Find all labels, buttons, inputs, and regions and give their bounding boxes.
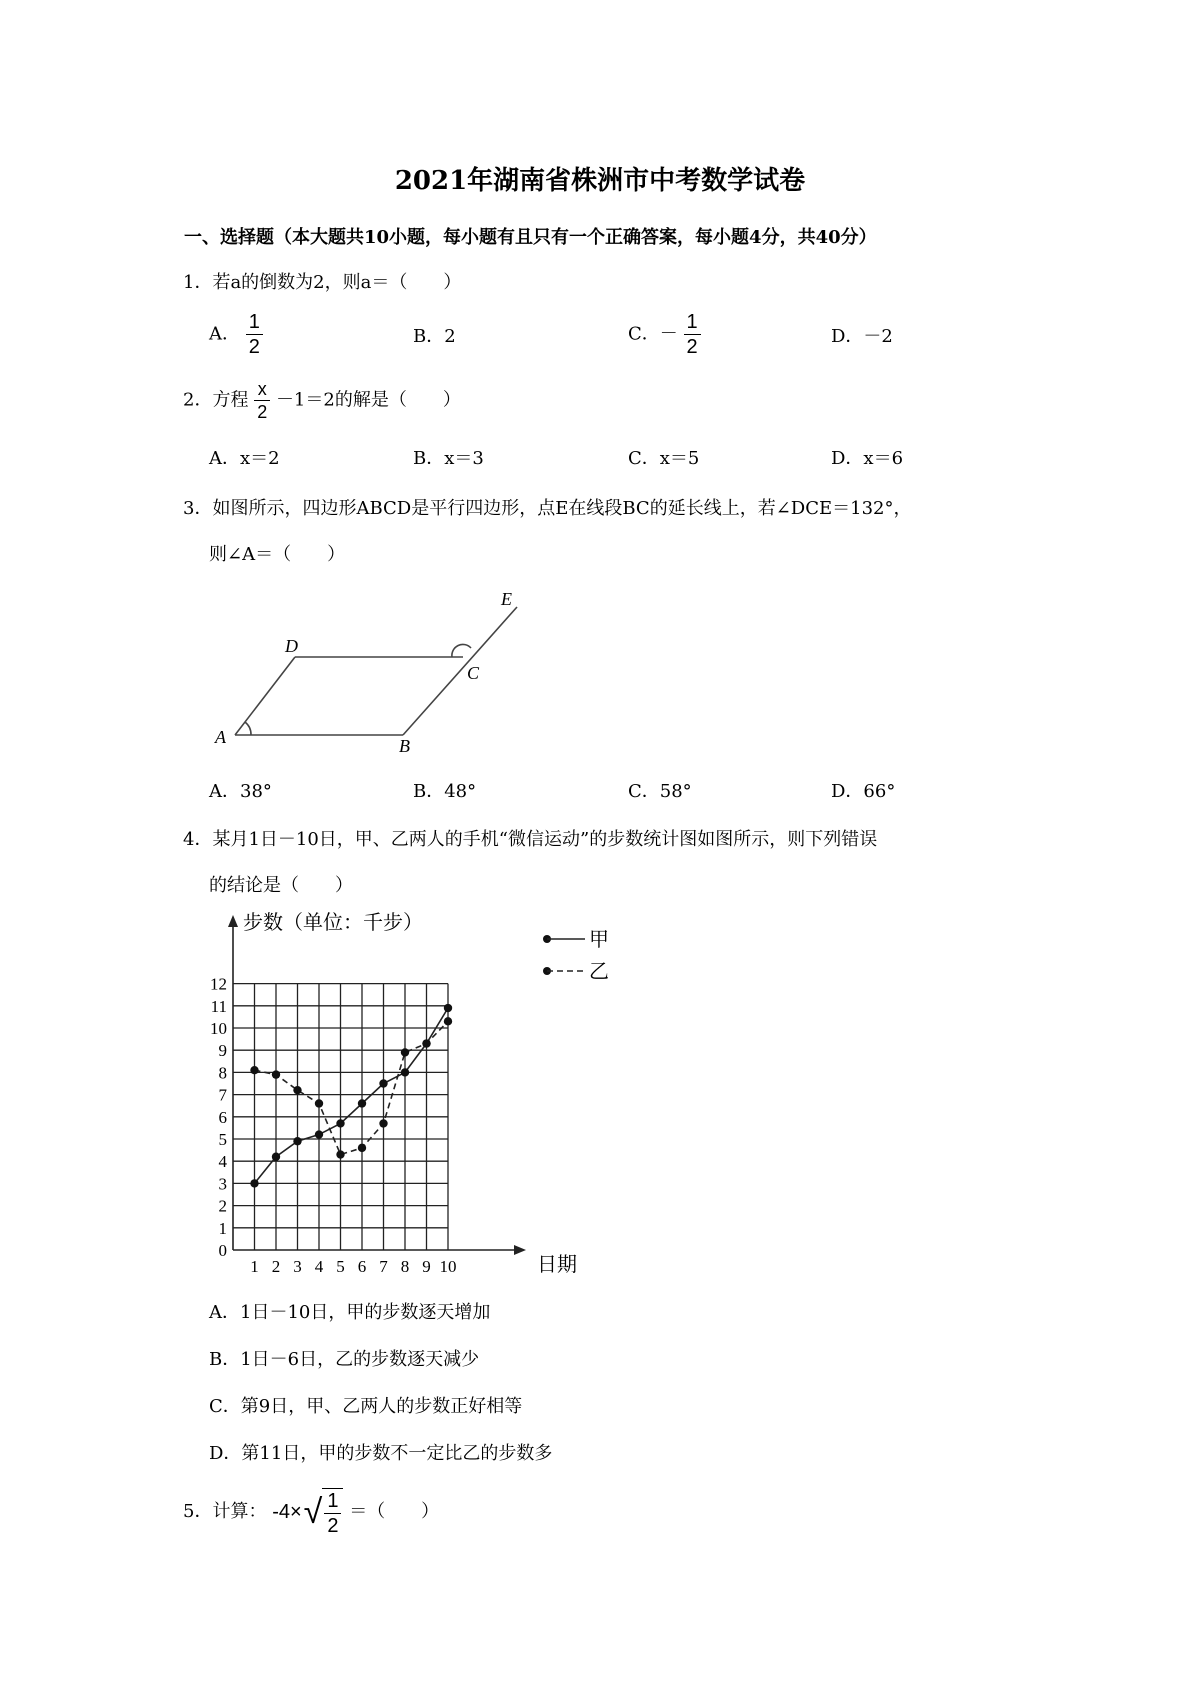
vertex-c-label: C bbox=[467, 663, 480, 683]
series-2-point bbox=[272, 1070, 280, 1078]
question-4-stem-line2: 的结论是（ ） bbox=[209, 875, 353, 896]
y-tick-label: 10 bbox=[210, 1019, 227, 1038]
q3-option-d[interactable]: D．66° bbox=[831, 781, 896, 802]
x-tick-label: 1 bbox=[250, 1257, 259, 1276]
y-tick-label: 7 bbox=[218, 1085, 227, 1105]
q1-option-a[interactable] bbox=[209, 312, 263, 357]
series-line-2 bbox=[255, 1021, 449, 1154]
y-tick-label: 9 bbox=[218, 1041, 227, 1061]
question-4-stem-line1: 4．某月1日－10日，甲、乙两人的手机“微信运动”的步数统计图如图所示，则下列错误 bbox=[183, 829, 878, 850]
vertex-a-label: A bbox=[215, 727, 226, 747]
stem-text: ＝（ ） bbox=[349, 1501, 440, 1522]
expression bbox=[272, 1488, 343, 1536]
series-2-point bbox=[250, 1066, 258, 1074]
y-axis-title: 步数（单位：千步） bbox=[243, 912, 423, 934]
x-tick-label: 8 bbox=[400, 1257, 410, 1276]
fraction bbox=[246, 312, 263, 357]
y-tick-label: 6 bbox=[218, 1107, 227, 1127]
x-axis-arrow-icon bbox=[514, 1245, 526, 1255]
fraction bbox=[254, 380, 270, 421]
series-1-point bbox=[272, 1153, 280, 1161]
y-tick-label: 11 bbox=[210, 996, 227, 1016]
q3-option-c[interactable]: C．58° bbox=[628, 781, 692, 802]
q1-option-b[interactable]: B．2 bbox=[413, 326, 456, 347]
q4-option-d[interactable]: D．第11日，甲的步数不一定比乙的步数多 bbox=[209, 1443, 553, 1464]
chart-legend bbox=[543, 929, 609, 983]
q4-option-a[interactable]: A．1日－10日，甲的步数逐天增加 bbox=[209, 1302, 491, 1323]
stem-text: 5．计算： bbox=[183, 1501, 267, 1522]
series-1-point bbox=[293, 1137, 301, 1145]
radical-sign-icon: √ bbox=[303, 1493, 323, 1531]
section-header: 一、选择题（本大题共10小题，每小题有且只有一个正确答案，每小题4分，共40分） bbox=[184, 227, 877, 248]
q2-option-d[interactable]: D．x＝6 bbox=[831, 448, 904, 469]
q4-option-b[interactable]: B．1日－6日，乙的步数逐天减少 bbox=[209, 1349, 480, 1370]
y-axis-arrow-icon bbox=[228, 915, 238, 927]
series-2-point bbox=[336, 1150, 344, 1158]
series-1-point bbox=[379, 1079, 387, 1087]
line-be bbox=[403, 607, 517, 735]
series-1-point bbox=[401, 1068, 409, 1076]
fraction bbox=[324, 1491, 341, 1536]
side-ad bbox=[235, 657, 295, 735]
expression-left: -4× bbox=[272, 1500, 302, 1523]
q2-option-b[interactable]: B．x＝3 bbox=[413, 448, 484, 469]
x-tick-label: 3 bbox=[293, 1257, 302, 1276]
y-tick-label: 12 bbox=[210, 974, 227, 994]
q3-option-b[interactable]: B．48° bbox=[413, 781, 477, 802]
q2-option-a[interactable]: A．x＝2 bbox=[209, 448, 280, 469]
legend-label: 甲 bbox=[589, 929, 609, 951]
x-tick-label: 5 bbox=[336, 1257, 345, 1276]
angle-a-arc bbox=[245, 722, 251, 735]
denominator: 2 bbox=[257, 402, 268, 422]
y-tick-label: 2 bbox=[218, 1196, 227, 1216]
x-tick-label: 10 bbox=[439, 1257, 457, 1276]
numerator: 1 bbox=[248, 311, 260, 333]
y-tick-label: 8 bbox=[218, 1063, 227, 1083]
option-label: C．－ bbox=[628, 323, 678, 345]
exam-title: 2021年湖南省株洲市中考数学试卷 bbox=[394, 166, 806, 196]
x-tick-label: 4 bbox=[314, 1257, 324, 1276]
series-1-point bbox=[358, 1099, 366, 1107]
q4-option-c[interactable]: C．第9日，甲、乙两人的步数正好相等 bbox=[209, 1396, 523, 1417]
fraction bbox=[684, 312, 701, 357]
y-tick-label: 3 bbox=[218, 1174, 227, 1194]
series-1-point bbox=[250, 1179, 258, 1187]
denominator: 2 bbox=[248, 336, 260, 358]
series-1-point bbox=[444, 1004, 452, 1012]
stem-text: －1＝2的解是（ ） bbox=[275, 389, 461, 411]
parallelogram-figure bbox=[205, 585, 545, 755]
series-2-point bbox=[444, 1017, 452, 1025]
q1-option-c[interactable] bbox=[628, 312, 701, 357]
series-1-point bbox=[315, 1130, 323, 1138]
question-2-stem bbox=[183, 380, 461, 421]
series-2-point bbox=[401, 1048, 409, 1056]
option-label: A． bbox=[209, 323, 240, 345]
series-2-point bbox=[315, 1099, 323, 1107]
angle-dce-arc bbox=[452, 644, 471, 657]
numerator: 1 bbox=[327, 1490, 339, 1512]
question-1-stem: 1．若a的倒数为2，则a＝（ ） bbox=[183, 272, 462, 293]
question-3-stem-line2: 则∠A＝（ ） bbox=[209, 544, 346, 565]
vertex-e-label: E bbox=[501, 589, 512, 609]
legend-label: 乙 bbox=[589, 961, 609, 983]
denominator: 2 bbox=[686, 336, 698, 358]
y-tick-label: 1 bbox=[218, 1218, 227, 1238]
vertex-d-label: D bbox=[285, 636, 298, 656]
q1-option-d[interactable]: D．－2 bbox=[831, 326, 893, 347]
series-1-point bbox=[336, 1119, 344, 1127]
series-line-1 bbox=[255, 1008, 449, 1183]
vertex-b-label: B bbox=[399, 736, 410, 755]
series-2-point bbox=[379, 1119, 387, 1127]
q3-option-a[interactable]: A．38° bbox=[209, 781, 272, 802]
x-tick-label: 2 bbox=[271, 1257, 281, 1276]
numerator: 1 bbox=[686, 311, 698, 333]
question-5-stem bbox=[183, 1488, 439, 1536]
x-tick-label: 6 bbox=[357, 1257, 367, 1276]
radicand bbox=[322, 1488, 343, 1536]
denominator: 2 bbox=[327, 1515, 339, 1537]
q2-option-c[interactable]: C．x＝5 bbox=[628, 448, 700, 469]
numerator: x bbox=[257, 379, 267, 399]
series-2-point bbox=[422, 1039, 430, 1047]
y-tick-label: 5 bbox=[218, 1130, 227, 1149]
steps-line-chart bbox=[205, 905, 625, 1280]
y-tick-label: 0 bbox=[218, 1241, 227, 1260]
x-axis-title: 日期 bbox=[537, 1254, 577, 1276]
stem-text: 2．方程 bbox=[183, 389, 249, 411]
x-tick-label: 7 bbox=[379, 1257, 388, 1276]
x-tick-label: 9 bbox=[422, 1257, 431, 1276]
series-2-point bbox=[358, 1144, 366, 1152]
y-tick-label: 4 bbox=[218, 1152, 227, 1172]
series-2-point bbox=[293, 1086, 301, 1094]
question-3-stem-line1: 3．如图所示，四边形ABCD是平行四边形，点E在线段BC的延长线上，若∠DCE＝132°， bbox=[183, 498, 912, 519]
